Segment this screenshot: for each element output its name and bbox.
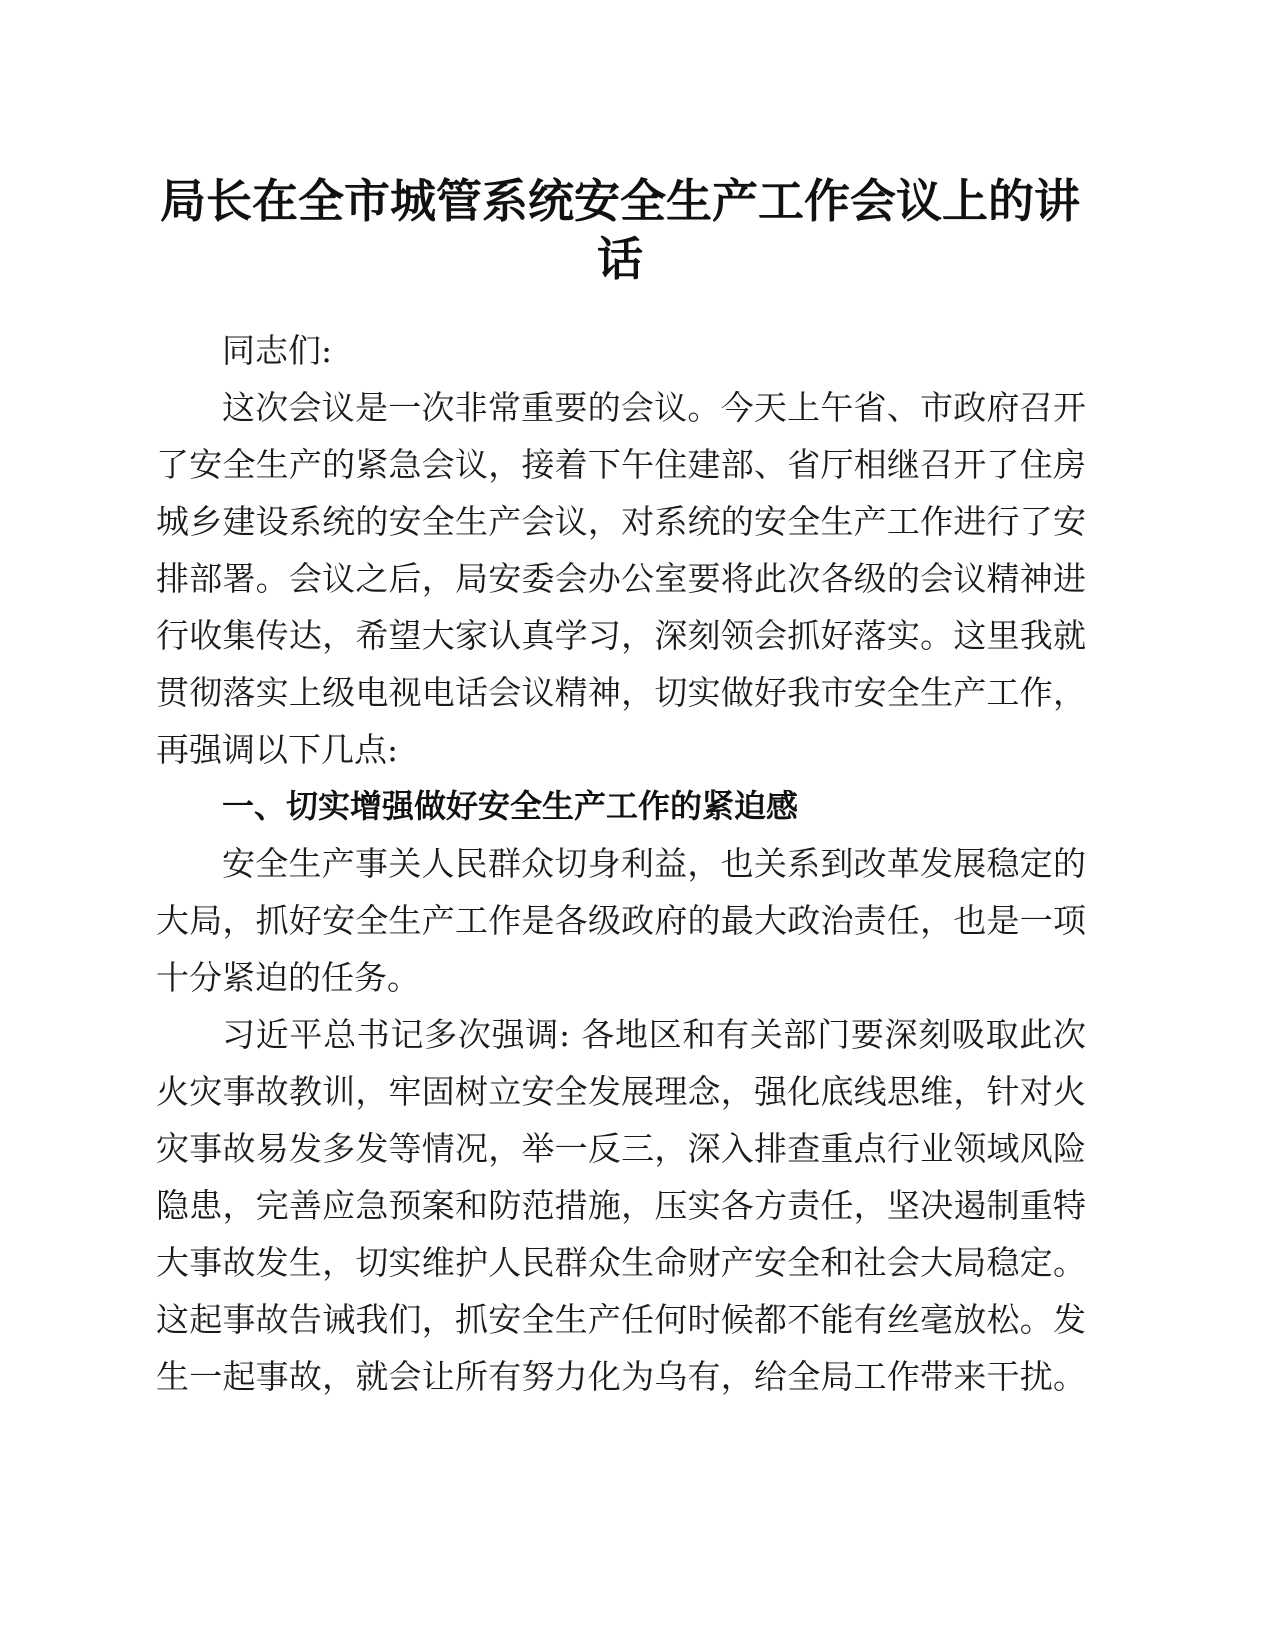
paragraph-line: 大局，抓好安全生产工作是各级政府的最大政治责任，也是一项 [156, 901, 1086, 940]
paragraph-intro [156, 379, 1086, 778]
paragraph-line: 排部署。会议之后，局安委会办公室要将此次各级的会议精神进 [156, 559, 1086, 598]
paragraph-line: 生一起事故，就会让所有努力化为乌有，给全局工作带来干扰。 [156, 1357, 1086, 1396]
paragraph-line: 城乡建设系统的安全生产会议，对系统的安全生产工作进行了安 [156, 502, 1086, 541]
paragraph-line: 这次会议是一次非常重要的会议。今天上午省、市政府召开 [222, 388, 1086, 427]
paragraph-line: 大事故发生，切实维护人民群众生命财产安全和社会大局稳定。 [156, 1243, 1086, 1282]
paragraph-line: 再强调以下几点: [156, 730, 399, 769]
section-heading-1: 一、切实增强做好安全生产工作的紧迫感 [222, 787, 799, 825]
title-line-2: 话 [597, 232, 643, 286]
document-title [150, 172, 1090, 288]
paragraph-line: 火灾事故教训，牢固树立安全发展理念，强化底线思维，针对火 [156, 1072, 1086, 1111]
paragraph-line: 了安全生产的紧急会议，接着下午住建部、省厅相继召开了住房 [156, 445, 1086, 484]
paragraph-line: 习近平总书记多次强调: 各地区和有关部门要深刻吸取此次 [222, 1015, 1086, 1054]
paragraph-line: 隐患，完善应急预案和防范措施，压实各方责任，坚决遏制重特 [156, 1186, 1086, 1225]
greeting: 同志们: [222, 331, 333, 370]
title-line-1: 局长在全市城管系统安全生产工作会议上的讲 [160, 174, 1080, 228]
paragraph-line: 十分紧迫的任务。 [156, 958, 420, 997]
paragraph-line: 这起事故告诫我们，抓安全生产任何时候都不能有丝毫放松。发 [156, 1300, 1086, 1339]
paragraph-line: 灾事故易发多发等情况，举一反三，深入排查重点行业领域风险 [156, 1129, 1086, 1168]
paragraph-line: 安全生产事关人民群众切身利益，也关系到改革发展稳定的 [222, 844, 1086, 883]
paragraph-urgency [156, 835, 1086, 1006]
paragraph-line: 行收集传达，希望大家认真学习，深刻领会抓好落实。这里我就 [156, 616, 1086, 655]
paragraph-line: 贯彻落实上级电视电话会议精神，切实做好我市安全生产工作， [156, 673, 1086, 712]
document-body [156, 322, 1086, 1405]
paragraph-quote [156, 1006, 1086, 1405]
